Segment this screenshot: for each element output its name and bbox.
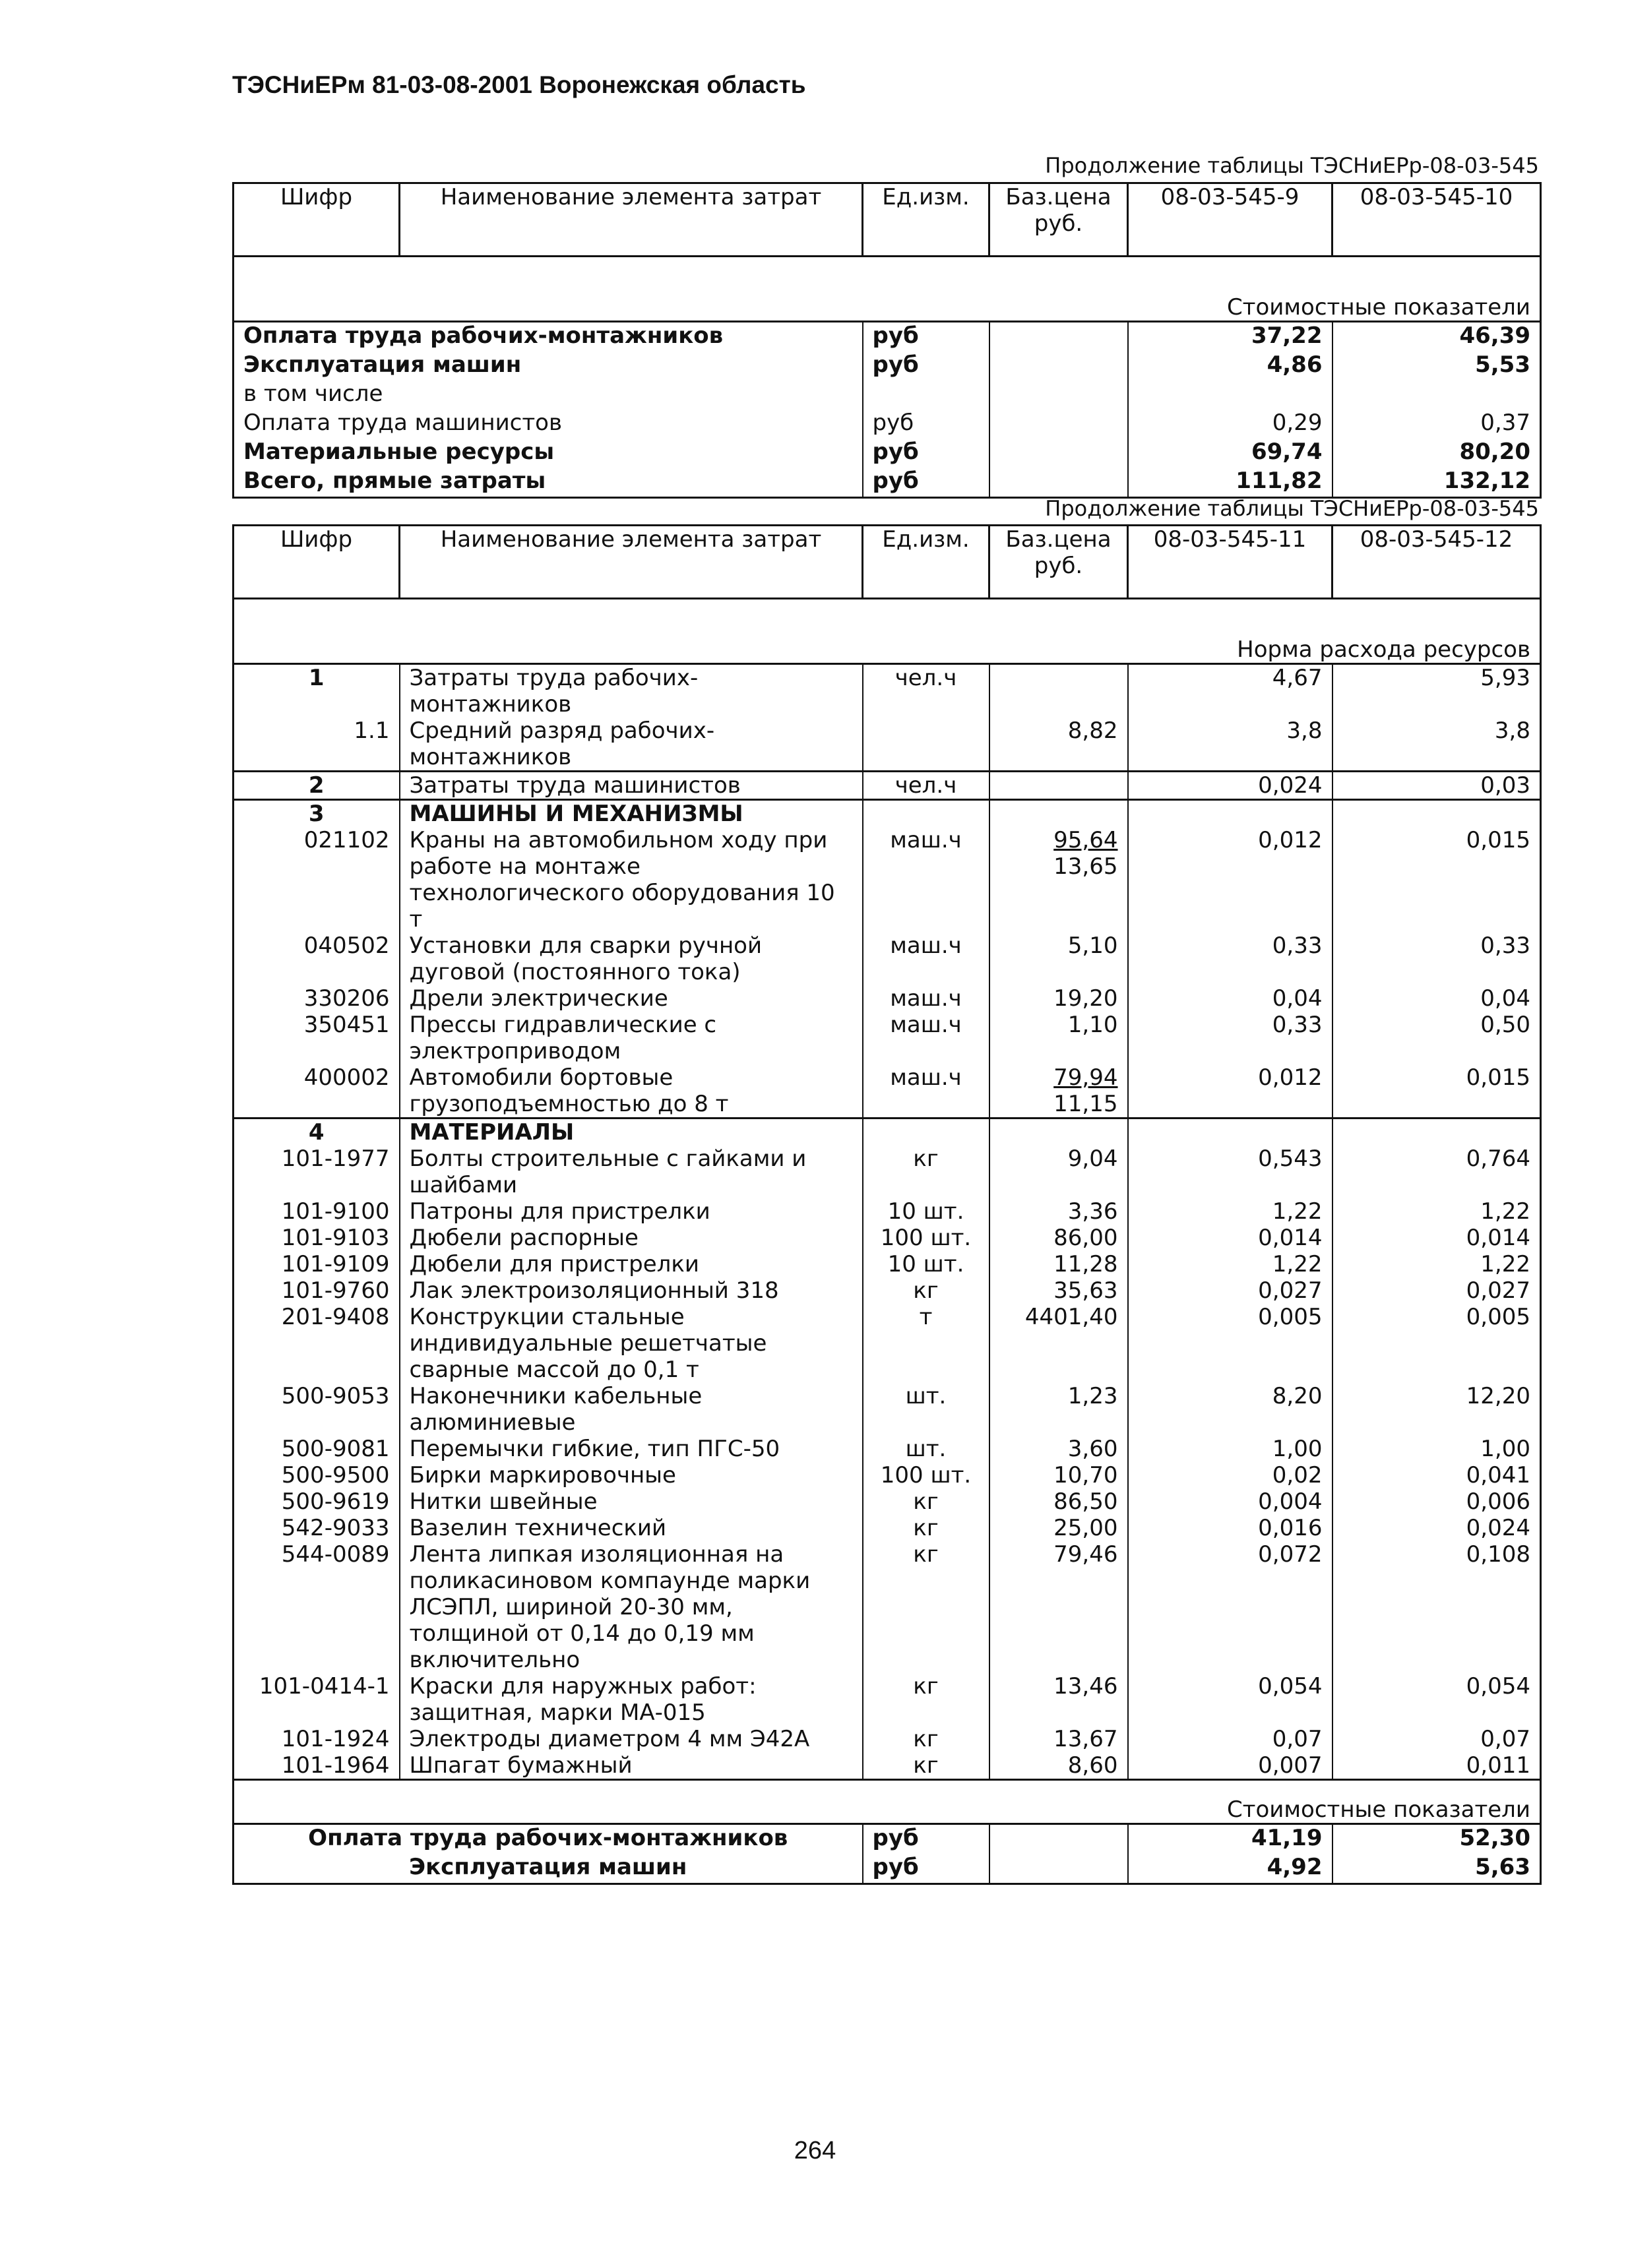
group-header-row bbox=[234, 1119, 1541, 1146]
base-price: 3,36 bbox=[989, 1198, 1128, 1225]
cost-price bbox=[989, 1854, 1128, 1884]
resource-value-1: 1,22 bbox=[1128, 1251, 1332, 1277]
resource-row bbox=[234, 827, 1541, 933]
resource-value-1: 0,004 bbox=[1128, 1488, 1332, 1515]
base-price: 86,50 bbox=[989, 1488, 1128, 1515]
resource-value-2: 0,50 bbox=[1332, 1012, 1541, 1064]
cost-row bbox=[234, 352, 1541, 381]
resource-unit: шт. bbox=[863, 1436, 989, 1462]
resource-value-2: 0,011 bbox=[1332, 1752, 1541, 1780]
resource-value-2: 0,041 bbox=[1332, 1462, 1541, 1488]
resource-unit: чел.ч bbox=[863, 664, 989, 718]
base-price: 25,00 bbox=[989, 1515, 1128, 1541]
resource-row bbox=[234, 1673, 1541, 1726]
base-price bbox=[989, 827, 1128, 933]
resource-code: 500-9500 bbox=[234, 1462, 400, 1488]
resource-row bbox=[234, 1752, 1541, 1780]
cost-unit: руб bbox=[863, 410, 989, 439]
resource-value-2: 0,006 bbox=[1332, 1488, 1541, 1515]
resource-value-1: 0,04 bbox=[1128, 985, 1332, 1012]
resource-value-1: 0,024 bbox=[1128, 772, 1332, 800]
cost-value-1: 0,29 bbox=[1128, 410, 1332, 439]
section-label-row bbox=[234, 294, 1541, 322]
group-header-row bbox=[234, 800, 1541, 828]
table-continuation-caption: Продолжение таблицы ТЭСНиЕРр-08-03-545 bbox=[1045, 496, 1539, 521]
resource-value-1: 0,02 bbox=[1128, 1462, 1332, 1488]
resource-code: 350451 bbox=[234, 1012, 400, 1064]
resource-value-2: 0,764 bbox=[1332, 1146, 1541, 1198]
resource-value-2: 0,03 bbox=[1332, 772, 1541, 800]
table-continuation-caption: Продолжение таблицы ТЭСНиЕРр-08-03-545 bbox=[1045, 153, 1539, 178]
col-header-value-1: 08-03-545-11 bbox=[1128, 526, 1332, 599]
resource-value-2: 1,00 bbox=[1332, 1436, 1541, 1462]
cost-name: Эксплуатация машин bbox=[234, 352, 863, 381]
col-header-name: Наименование элемента затрат bbox=[400, 183, 863, 257]
resource-code: 101-1977 bbox=[234, 1146, 400, 1198]
base-price: 13,46 bbox=[989, 1673, 1128, 1726]
cost-row bbox=[234, 322, 1541, 352]
cost-unit: руб bbox=[863, 1824, 989, 1854]
resource-code: 101-9100 bbox=[234, 1198, 400, 1225]
resource-row bbox=[234, 664, 1541, 718]
resource-unit: маш.ч bbox=[863, 933, 989, 985]
resource-row bbox=[234, 1225, 1541, 1251]
resource-value-1: 0,054 bbox=[1128, 1673, 1332, 1726]
resource-value-2: 0,015 bbox=[1332, 1064, 1541, 1119]
section-label-row bbox=[234, 1796, 1541, 1824]
base-price bbox=[989, 772, 1128, 800]
resource-code: 500-9081 bbox=[234, 1436, 400, 1462]
resource-unit: кг bbox=[863, 1277, 989, 1304]
resource-row bbox=[234, 1383, 1541, 1436]
resource-code: 101-1924 bbox=[234, 1726, 400, 1752]
cost-value-2: 80,20 bbox=[1332, 439, 1541, 468]
resource-name: Лента липкая изоляционная на поликасиновом компаунде марки ЛСЭПЛ, шириной 20-30 мм, толщиной от 0,14 до 0,19 мм включительно bbox=[400, 1541, 863, 1673]
resource-unit: маш.ч bbox=[863, 985, 989, 1012]
base-price-value: 79,94 bbox=[1053, 1064, 1118, 1091]
header-spacer-row bbox=[234, 599, 1541, 637]
resource-value-2: 0,04 bbox=[1332, 985, 1541, 1012]
col-header-value-1: 08-03-545-9 bbox=[1128, 183, 1332, 257]
cost-name: Всего, прямые затраты bbox=[234, 468, 863, 498]
resource-unit: 10 шт. bbox=[863, 1198, 989, 1225]
cost-price bbox=[989, 468, 1128, 498]
cost-value-2 bbox=[1332, 381, 1541, 410]
cost-name: Оплата труда рабочих-монтажников bbox=[234, 1824, 863, 1854]
resource-row bbox=[234, 1436, 1541, 1462]
group-name: МАТЕРИАЛЫ bbox=[400, 1119, 863, 1146]
resource-unit: кг bbox=[863, 1515, 989, 1541]
cost-value-1: 111,82 bbox=[1128, 468, 1332, 498]
col-header-unit: Ед.изм. bbox=[863, 526, 989, 599]
resource-code: 500-9619 bbox=[234, 1488, 400, 1515]
base-price bbox=[989, 1012, 1128, 1064]
table-header-row bbox=[234, 183, 1541, 257]
resource-value-2: 0,024 bbox=[1332, 1515, 1541, 1541]
resource-unit: кг bbox=[863, 1541, 989, 1673]
resource-name: Дрели электрические bbox=[400, 985, 863, 1012]
resource-row bbox=[234, 985, 1541, 1012]
resource-unit: т bbox=[863, 1304, 989, 1383]
resource-name: Краски для наружных работ: защитная, марки МА-015 bbox=[400, 1673, 863, 1726]
base-price: 13,67 bbox=[989, 1726, 1128, 1752]
resource-code: 400002 bbox=[234, 1064, 400, 1119]
base-price: 79,46 bbox=[989, 1541, 1128, 1673]
resource-value-2: 5,93 bbox=[1332, 664, 1541, 718]
header-spacer-row bbox=[234, 257, 1541, 295]
cost-unit: руб bbox=[863, 322, 989, 352]
cost-price bbox=[989, 381, 1128, 410]
group-code: 3 bbox=[234, 800, 400, 828]
resource-value-2: 0,33 bbox=[1332, 933, 1541, 985]
base-price-value: 5,10 bbox=[1067, 933, 1118, 959]
resource-table-2 bbox=[232, 524, 1542, 1885]
resource-unit bbox=[863, 718, 989, 772]
resource-value-1: 0,016 bbox=[1128, 1515, 1332, 1541]
resource-value-2: 0,054 bbox=[1332, 1673, 1541, 1726]
base-price: 11,28 bbox=[989, 1251, 1128, 1277]
col-header-value-2: 08-03-545-10 bbox=[1332, 183, 1541, 257]
base-price-machinist-wage: 11,15 bbox=[1053, 1091, 1118, 1117]
col-header-name: Наименование элемента затрат bbox=[400, 526, 863, 599]
resource-row bbox=[234, 1515, 1541, 1541]
base-price: 3,60 bbox=[989, 1436, 1128, 1462]
cost-name: Оплата труда машинистов bbox=[234, 410, 863, 439]
cost-row bbox=[234, 1824, 1541, 1854]
cost-price bbox=[989, 1824, 1128, 1854]
resource-name: Шпагат бумажный bbox=[400, 1752, 863, 1780]
col-header-price: Баз.цена руб. bbox=[989, 183, 1128, 257]
resource-value-1: 0,027 bbox=[1128, 1277, 1332, 1304]
group-code: 4 bbox=[234, 1119, 400, 1146]
cost-row bbox=[234, 439, 1541, 468]
resource-unit: маш.ч bbox=[863, 827, 989, 933]
base-price: 86,00 bbox=[989, 1225, 1128, 1251]
resource-row bbox=[234, 718, 1541, 772]
cost-value-1: 37,22 bbox=[1128, 322, 1332, 352]
cost-unit: руб bbox=[863, 468, 989, 498]
cost-row bbox=[234, 381, 1541, 410]
cost-row bbox=[234, 468, 1541, 498]
base-price: 35,63 bbox=[989, 1277, 1128, 1304]
base-price-machinist-wage: 13,65 bbox=[1053, 853, 1118, 880]
resource-row bbox=[234, 1304, 1541, 1383]
resource-unit: маш.ч bbox=[863, 1064, 989, 1119]
cost-value-1: 41,19 bbox=[1128, 1824, 1332, 1854]
resource-unit: кг bbox=[863, 1673, 989, 1726]
resource-code: 500-9053 bbox=[234, 1383, 400, 1436]
resource-value-1: 0,33 bbox=[1128, 1012, 1332, 1064]
resource-unit: кг bbox=[863, 1752, 989, 1780]
resource-row bbox=[234, 1277, 1541, 1304]
resource-name: Автомобили бортовые грузоподъемностью до 8 т bbox=[400, 1064, 863, 1119]
cost-value-1: 4,92 bbox=[1128, 1854, 1332, 1884]
base-price bbox=[989, 933, 1128, 985]
resource-unit: кг bbox=[863, 1726, 989, 1752]
page-number: 264 bbox=[794, 2137, 836, 2164]
cost-table-1 bbox=[232, 182, 1542, 499]
base-price: 1,23 bbox=[989, 1383, 1128, 1436]
col-header-price: Баз.цена руб. bbox=[989, 526, 1128, 599]
resource-value-1: 4,67 bbox=[1128, 664, 1332, 718]
resource-value-2: 1,22 bbox=[1332, 1198, 1541, 1225]
resource-code: 1.1 bbox=[234, 718, 400, 772]
resource-row bbox=[234, 933, 1541, 985]
resource-unit: чел.ч bbox=[863, 772, 989, 800]
section-label-row bbox=[234, 636, 1541, 664]
cost-name: Оплата труда рабочих-монтажников bbox=[234, 322, 863, 352]
resource-name: Лак электроизоляционный 318 bbox=[400, 1277, 863, 1304]
cost-unit: руб bbox=[863, 439, 989, 468]
resource-name: Нитки швейные bbox=[400, 1488, 863, 1515]
base-price bbox=[989, 1064, 1128, 1119]
resource-value-1: 0,012 bbox=[1128, 1064, 1332, 1119]
document-header: ТЭСНиЕРм 81-03-08-2001 Воронежская область bbox=[232, 71, 806, 98]
resource-value-1: 3,8 bbox=[1128, 718, 1332, 772]
col-header-unit: Ед.изм. bbox=[863, 183, 989, 257]
cost-name: Эксплуатация машин bbox=[234, 1854, 863, 1884]
resource-code: 101-1964 bbox=[234, 1752, 400, 1780]
resource-value-1: 0,33 bbox=[1128, 933, 1332, 985]
resource-row bbox=[234, 1146, 1541, 1198]
resource-value-2: 12,20 bbox=[1332, 1383, 1541, 1436]
resource-value-2: 0,015 bbox=[1332, 827, 1541, 933]
resource-value-1: 0,07 bbox=[1128, 1726, 1332, 1752]
cost-name: Материальные ресурсы bbox=[234, 439, 863, 468]
resource-value-2: 0,014 bbox=[1332, 1225, 1541, 1251]
resource-row bbox=[234, 1462, 1541, 1488]
resource-code: 040502 bbox=[234, 933, 400, 985]
resource-value-2: 0,005 bbox=[1332, 1304, 1541, 1383]
resource-unit: 100 шт. bbox=[863, 1225, 989, 1251]
resource-name: Установки для сварки ручной дуговой (постоянного тока) bbox=[400, 933, 863, 985]
cost-value-1 bbox=[1128, 381, 1332, 410]
resource-code: 101-0414-1 bbox=[234, 1673, 400, 1726]
resource-name: Конструкции стальные индивидуальные решетчатые сварные массой до 0,1 т bbox=[400, 1304, 863, 1383]
resource-unit: кг bbox=[863, 1146, 989, 1198]
cost-unit: руб bbox=[863, 352, 989, 381]
col-header-value-2: 08-03-545-12 bbox=[1332, 526, 1541, 599]
resource-name: Средний разряд рабочих-монтажников bbox=[400, 718, 863, 772]
resource-name: Патроны для пристрелки bbox=[400, 1198, 863, 1225]
group-name: МАШИНЫ И МЕХАНИЗМЫ bbox=[400, 800, 863, 828]
cost-value-2: 5,63 bbox=[1332, 1854, 1541, 1884]
cost-price bbox=[989, 352, 1128, 381]
resource-name: Краны на автомобильном ходу при работе на монтаже технологического оборудования 10 т bbox=[400, 827, 863, 933]
cost-unit bbox=[863, 381, 989, 410]
base-price-value: 19,20 bbox=[1053, 985, 1118, 1012]
cost-value-2: 132,12 bbox=[1332, 468, 1541, 498]
base-price: 9,04 bbox=[989, 1146, 1128, 1198]
resource-name: Бирки маркировочные bbox=[400, 1462, 863, 1488]
resource-value-2: 0,108 bbox=[1332, 1541, 1541, 1673]
cost-price bbox=[989, 322, 1128, 352]
col-header-code: Шифр bbox=[234, 526, 400, 599]
resource-value-1: 0,072 bbox=[1128, 1541, 1332, 1673]
base-price: 10,70 bbox=[989, 1462, 1128, 1488]
cost-price bbox=[989, 410, 1128, 439]
section-label: Стоимостные показатели bbox=[234, 1796, 1541, 1824]
base-price: 8,60 bbox=[989, 1752, 1128, 1780]
resource-value-1: 0,005 bbox=[1128, 1304, 1332, 1383]
resource-row bbox=[234, 1064, 1541, 1119]
resource-code: 542-9033 bbox=[234, 1515, 400, 1541]
resource-code: 1 bbox=[234, 664, 400, 718]
resource-name: Затраты труда машинистов bbox=[400, 772, 863, 800]
cost-value-2: 52,30 bbox=[1332, 1824, 1541, 1854]
base-price: 4401,40 bbox=[989, 1304, 1128, 1383]
resource-value-1: 8,20 bbox=[1128, 1383, 1332, 1436]
cost-row bbox=[234, 1854, 1541, 1884]
resource-name: Прессы гидравлические с электроприводом bbox=[400, 1012, 863, 1064]
resource-code: 544-0089 bbox=[234, 1541, 400, 1673]
resource-value-1: 0,012 bbox=[1128, 827, 1332, 933]
resource-code: 021102 bbox=[234, 827, 400, 933]
resource-row bbox=[234, 1541, 1541, 1673]
resource-name: Наконечники кабельные алюминиевые bbox=[400, 1383, 863, 1436]
cost-value-1: 69,74 bbox=[1128, 439, 1332, 468]
cost-unit: руб bbox=[863, 1854, 989, 1884]
resource-unit: шт. bbox=[863, 1383, 989, 1436]
section-label: Стоимостные показатели bbox=[234, 294, 1541, 322]
resource-row bbox=[234, 1726, 1541, 1752]
resource-unit: маш.ч bbox=[863, 1012, 989, 1064]
section-label: Норма расхода ресурсов bbox=[234, 636, 1541, 664]
resource-name: Дюбели для пристрелки bbox=[400, 1251, 863, 1277]
resource-name: Затраты труда рабочих-монтажников bbox=[400, 664, 863, 718]
resource-value-2: 1,22 bbox=[1332, 1251, 1541, 1277]
resource-code: 101-9760 bbox=[234, 1277, 400, 1304]
cost-value-2: 0,37 bbox=[1332, 410, 1541, 439]
resource-row bbox=[234, 1198, 1541, 1225]
resource-code: 201-9408 bbox=[234, 1304, 400, 1383]
resource-code: 101-9109 bbox=[234, 1251, 400, 1277]
resource-name: Перемычки гибкие, тип ПГС-50 bbox=[400, 1436, 863, 1462]
base-price-value: 95,64 bbox=[1053, 827, 1118, 853]
cost-name: в том числе bbox=[234, 381, 863, 410]
cost-price bbox=[989, 439, 1128, 468]
resource-value-2: 3,8 bbox=[1332, 718, 1541, 772]
cost-value-2: 46,39 bbox=[1332, 322, 1541, 352]
spacer-row bbox=[234, 1780, 1541, 1797]
resource-value-1: 1,00 bbox=[1128, 1436, 1332, 1462]
resource-row bbox=[234, 1488, 1541, 1515]
resource-unit: кг bbox=[863, 1488, 989, 1515]
resource-unit: 10 шт. bbox=[863, 1251, 989, 1277]
resource-code: 101-9103 bbox=[234, 1225, 400, 1251]
resource-value-1: 0,543 bbox=[1128, 1146, 1332, 1198]
base-price: 8,82 bbox=[989, 718, 1128, 772]
resource-value-2: 0,07 bbox=[1332, 1726, 1541, 1752]
base-price bbox=[989, 985, 1128, 1012]
resource-value-2: 0,027 bbox=[1332, 1277, 1541, 1304]
base-price bbox=[989, 664, 1128, 718]
cost-value-2: 5,53 bbox=[1332, 352, 1541, 381]
resource-name: Болты строительные с гайками и шайбами bbox=[400, 1146, 863, 1198]
resource-row bbox=[234, 1012, 1541, 1064]
cost-value-1: 4,86 bbox=[1128, 352, 1332, 381]
resource-row bbox=[234, 1251, 1541, 1277]
table-header-row bbox=[234, 526, 1541, 599]
resource-value-1: 0,007 bbox=[1128, 1752, 1332, 1780]
base-price-value: 1,10 bbox=[1067, 1012, 1118, 1038]
resource-name: Вазелин технический bbox=[400, 1515, 863, 1541]
cost-row bbox=[234, 410, 1541, 439]
resource-name: Дюбели распорные bbox=[400, 1225, 863, 1251]
resource-row bbox=[234, 772, 1541, 800]
resource-value-1: 0,014 bbox=[1128, 1225, 1332, 1251]
resource-unit: 100 шт. bbox=[863, 1462, 989, 1488]
resource-code: 2 bbox=[234, 772, 400, 800]
resource-name: Электроды диаметром 4 мм Э42А bbox=[400, 1726, 863, 1752]
resource-code: 330206 bbox=[234, 985, 400, 1012]
resource-value-1: 1,22 bbox=[1128, 1198, 1332, 1225]
col-header-code: Шифр bbox=[234, 183, 400, 257]
